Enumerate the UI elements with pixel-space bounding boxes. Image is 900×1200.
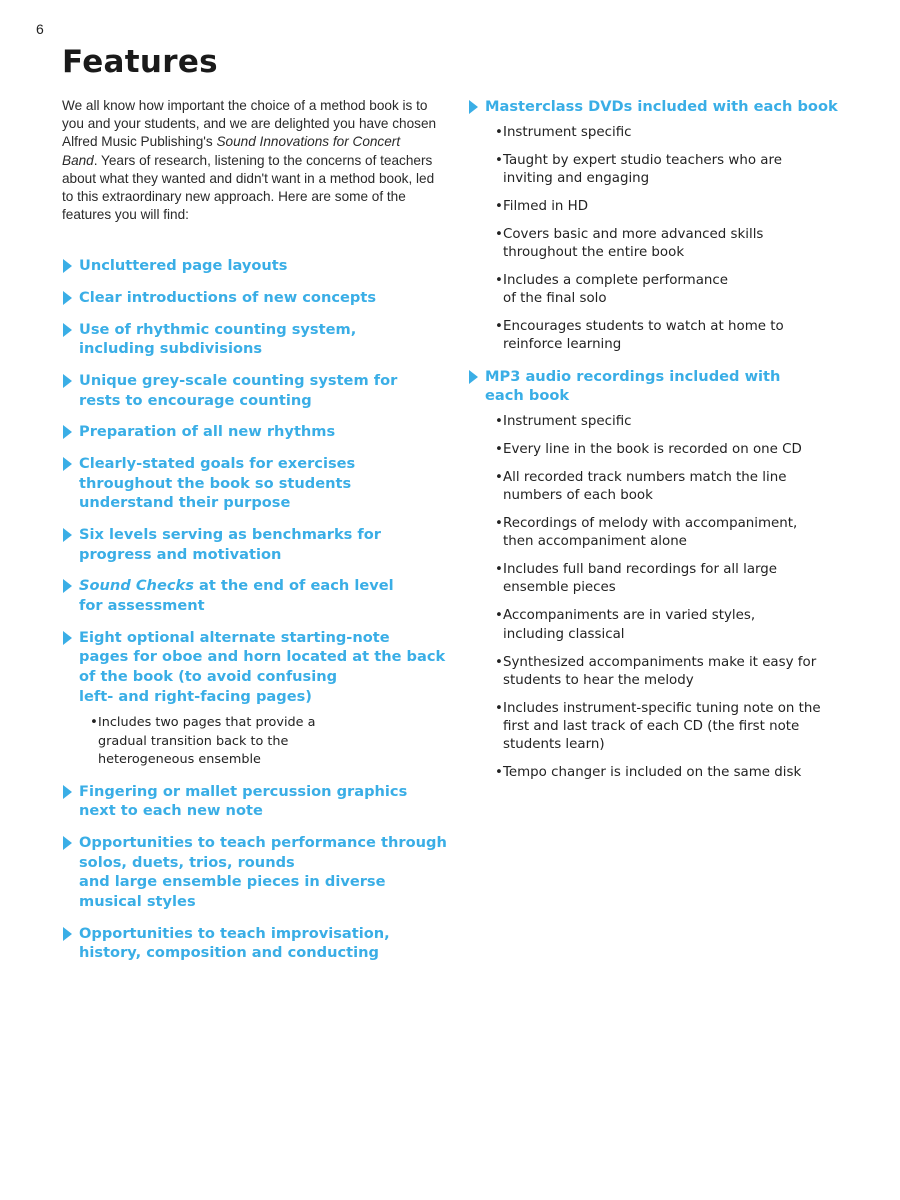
sub-bullet-item <box>468 561 888 597</box>
play-arrow-icon <box>63 425 72 439</box>
bullet-icon: • <box>495 319 503 335</box>
play-arrow-icon <box>63 579 72 593</box>
feature-text: at the end of each level <box>193 577 394 595</box>
feature-item <box>62 320 462 359</box>
feature-item <box>62 576 462 615</box>
sub-bullet-line: All recorded track numbers match the line <box>503 469 787 485</box>
page-number: 6 <box>36 21 44 37</box>
right-feature-column <box>468 97 888 794</box>
sub-bullet-line: Instrument specific <box>503 124 632 140</box>
feature-line: throughout the book so students <box>79 474 352 492</box>
play-arrow-icon <box>469 100 478 114</box>
feature-item <box>62 288 462 308</box>
play-arrow-icon <box>63 374 72 388</box>
sub-bullet-item <box>468 124 888 142</box>
feature-line: Use of rhythmic counting system, <box>79 320 357 338</box>
feature-line: Opportunities to teach improvisation, <box>79 924 390 942</box>
feature-line: Masterclass DVDs included with each book <box>485 98 838 115</box>
feature-line: Eight optional alternate starting-note <box>79 628 390 646</box>
sub-bullet-item <box>468 413 888 431</box>
sub-bullet-item <box>468 515 888 551</box>
bullet-icon: • <box>495 765 503 781</box>
sub-bullet-line: numbers of each book <box>503 488 653 503</box>
feature-line: left- and right-facing pages) <box>79 687 312 705</box>
feature-item <box>468 97 888 117</box>
feature-line: for assessment <box>79 597 205 615</box>
sub-bullet-line: Synthesized accompaniments make it easy for <box>503 654 817 670</box>
feature-line: solos, duets, trios, rounds <box>79 853 295 871</box>
feature-line: history, composition and conducting <box>79 944 379 962</box>
sub-bullet-line: Covers basic and more advanced skills <box>503 226 764 242</box>
feature-line: of the book (to avoid confusing <box>79 668 338 685</box>
feature-line: Preparation of all new rhythms <box>79 423 336 441</box>
bullet-icon: • <box>495 654 503 670</box>
bullet-icon: • <box>90 715 98 731</box>
feature-line: pages for oboe and horn located at the back <box>79 648 446 666</box>
play-arrow-icon <box>469 370 478 384</box>
sub-bullet-line: first and last track of each CD (the first note <box>503 719 800 735</box>
sub-bullet-item <box>468 272 888 308</box>
feature-line: understand their purpose <box>79 494 291 512</box>
sub-bullet-line: students learn) <box>503 737 605 753</box>
bullet-icon: • <box>495 413 503 429</box>
play-arrow-icon <box>63 836 72 850</box>
feature-line: MP3 audio recordings included with <box>485 367 781 385</box>
sub-bullet-item <box>468 318 888 354</box>
sub-bullet-item <box>468 152 888 188</box>
feature-line: Six levels serving as benchmarks for <box>79 526 381 544</box>
sub-bullet-item <box>468 469 888 505</box>
feature-line: Clearly-stated goals for exercises <box>79 455 356 473</box>
feature-item <box>62 422 462 442</box>
intro-book-title: Sound Innovations for Concert Band <box>62 134 401 168</box>
bullet-icon: • <box>495 152 503 168</box>
feature-item <box>62 525 462 564</box>
bullet-icon: • <box>495 441 503 457</box>
feature-item <box>62 833 462 911</box>
feature-line: musical styles <box>79 892 196 910</box>
feature-line <box>79 576 462 596</box>
intro-text-1: We all know how important the choice of a method book is to you and your students, and we are delighted you have chosen Alfred Music Publishing's <box>62 98 437 150</box>
sub-bullet-item <box>468 441 888 459</box>
feature-item <box>62 628 462 706</box>
bullet-icon: • <box>495 700 503 716</box>
sub-bullet-line: gradual transition back to the <box>98 733 289 749</box>
feature-item <box>62 371 462 410</box>
feature-line: progress and motivation <box>79 545 282 563</box>
sub-bullet-line: Recordings of melody with accompaniment, <box>503 516 798 531</box>
play-arrow-icon <box>63 927 72 941</box>
feature-line: including subdivisions <box>79 340 263 358</box>
sub-bullet-line: inviting and engaging <box>503 170 650 186</box>
bullet-icon: • <box>495 124 503 140</box>
feature-item <box>62 924 462 963</box>
sub-bullet-line: Includes two pages that provide a <box>98 715 316 731</box>
feature-line: Uncluttered page layouts <box>79 257 288 274</box>
sub-bullet-line: reinforce learning <box>503 337 622 353</box>
bullet-icon: • <box>495 226 503 242</box>
play-arrow-icon <box>63 631 72 645</box>
sub-bullet-line: ensemble pieces <box>503 580 616 596</box>
feature-line: and large ensemble pieces in diverse <box>79 873 386 891</box>
sub-bullet-line: Instrument specific <box>503 413 632 429</box>
feature-line: Clear introductions of new concepts <box>79 288 377 306</box>
sub-bullet-line: Encourages students to watch at home to <box>503 319 784 335</box>
bullet-icon: • <box>495 198 503 214</box>
sub-bullet-line: then accompaniment alone <box>503 534 687 550</box>
feature-sublist <box>468 413 888 783</box>
sub-bullet-line: Filmed in HD <box>503 198 589 214</box>
feature-sublist <box>62 714 462 769</box>
feature-line: Opportunities to teach performance through <box>79 833 447 851</box>
feature-item <box>62 782 462 821</box>
sub-bullet-item <box>468 654 888 690</box>
sub-bullet-item <box>468 700 888 755</box>
feature-item <box>62 454 462 513</box>
sub-bullet-line: Tempo changer is included on the same disk <box>503 765 802 781</box>
sub-bullet-item <box>62 714 462 769</box>
play-arrow-icon <box>63 457 72 471</box>
page-title: Features <box>62 44 218 80</box>
sub-bullet-item <box>468 226 888 262</box>
feature-line: rests to encourage counting <box>79 391 312 409</box>
sub-bullet-item <box>468 764 888 782</box>
bullet-icon: • <box>495 562 503 578</box>
feature-line: Fingering or mallet percussion graphics <box>79 782 408 800</box>
feature-item <box>468 367 888 406</box>
bullet-icon: • <box>495 469 503 485</box>
feature-line: next to each new note <box>79 802 263 820</box>
sub-bullet-line: students to hear the melody <box>503 672 694 688</box>
feature-line: Unique grey-scale counting system for <box>79 371 398 389</box>
left-feature-column <box>62 256 462 975</box>
sub-bullet-item <box>468 607 888 643</box>
play-arrow-icon <box>63 259 72 273</box>
bullet-icon: • <box>495 608 503 624</box>
sub-bullet-line: Includes a complete performance <box>503 273 728 288</box>
bullet-icon: • <box>495 516 503 531</box>
intro-text-2: . Years of research, listening to the concerns of teachers about what they wanted and didn't want in a method book, led to this extraordinary new approach. Here are some of the features you will find: <box>62 152 435 223</box>
sub-bullet-line: of the final solo <box>503 291 607 307</box>
sub-bullet-line: Accompaniments are in varied styles, <box>503 608 756 624</box>
feature-sublist <box>468 124 888 355</box>
sub-bullet-item <box>468 198 888 216</box>
sub-bullet-line: Includes instrument-specific tuning note on the <box>503 700 821 716</box>
play-arrow-icon <box>63 785 72 799</box>
bullet-icon: • <box>495 273 503 288</box>
sub-bullet-line: heterogeneous ensemble <box>98 752 261 768</box>
feature-line: each book <box>485 387 570 405</box>
play-arrow-icon <box>63 323 72 337</box>
sub-bullet-line: Taught by expert studio teachers who are <box>503 152 782 168</box>
sub-bullet-line: Every line in the book is recorded on one CD <box>503 441 802 457</box>
sub-bullet-line: throughout the entire book <box>503 245 685 260</box>
sub-bullet-line: including classical <box>503 626 625 642</box>
intro-paragraph <box>62 97 437 224</box>
feature-italic-term: Sound Checks <box>79 577 194 595</box>
feature-item <box>62 256 462 276</box>
play-arrow-icon <box>63 291 72 305</box>
play-arrow-icon <box>63 528 72 542</box>
sub-bullet-line: Includes full band recordings for all large <box>503 562 778 578</box>
